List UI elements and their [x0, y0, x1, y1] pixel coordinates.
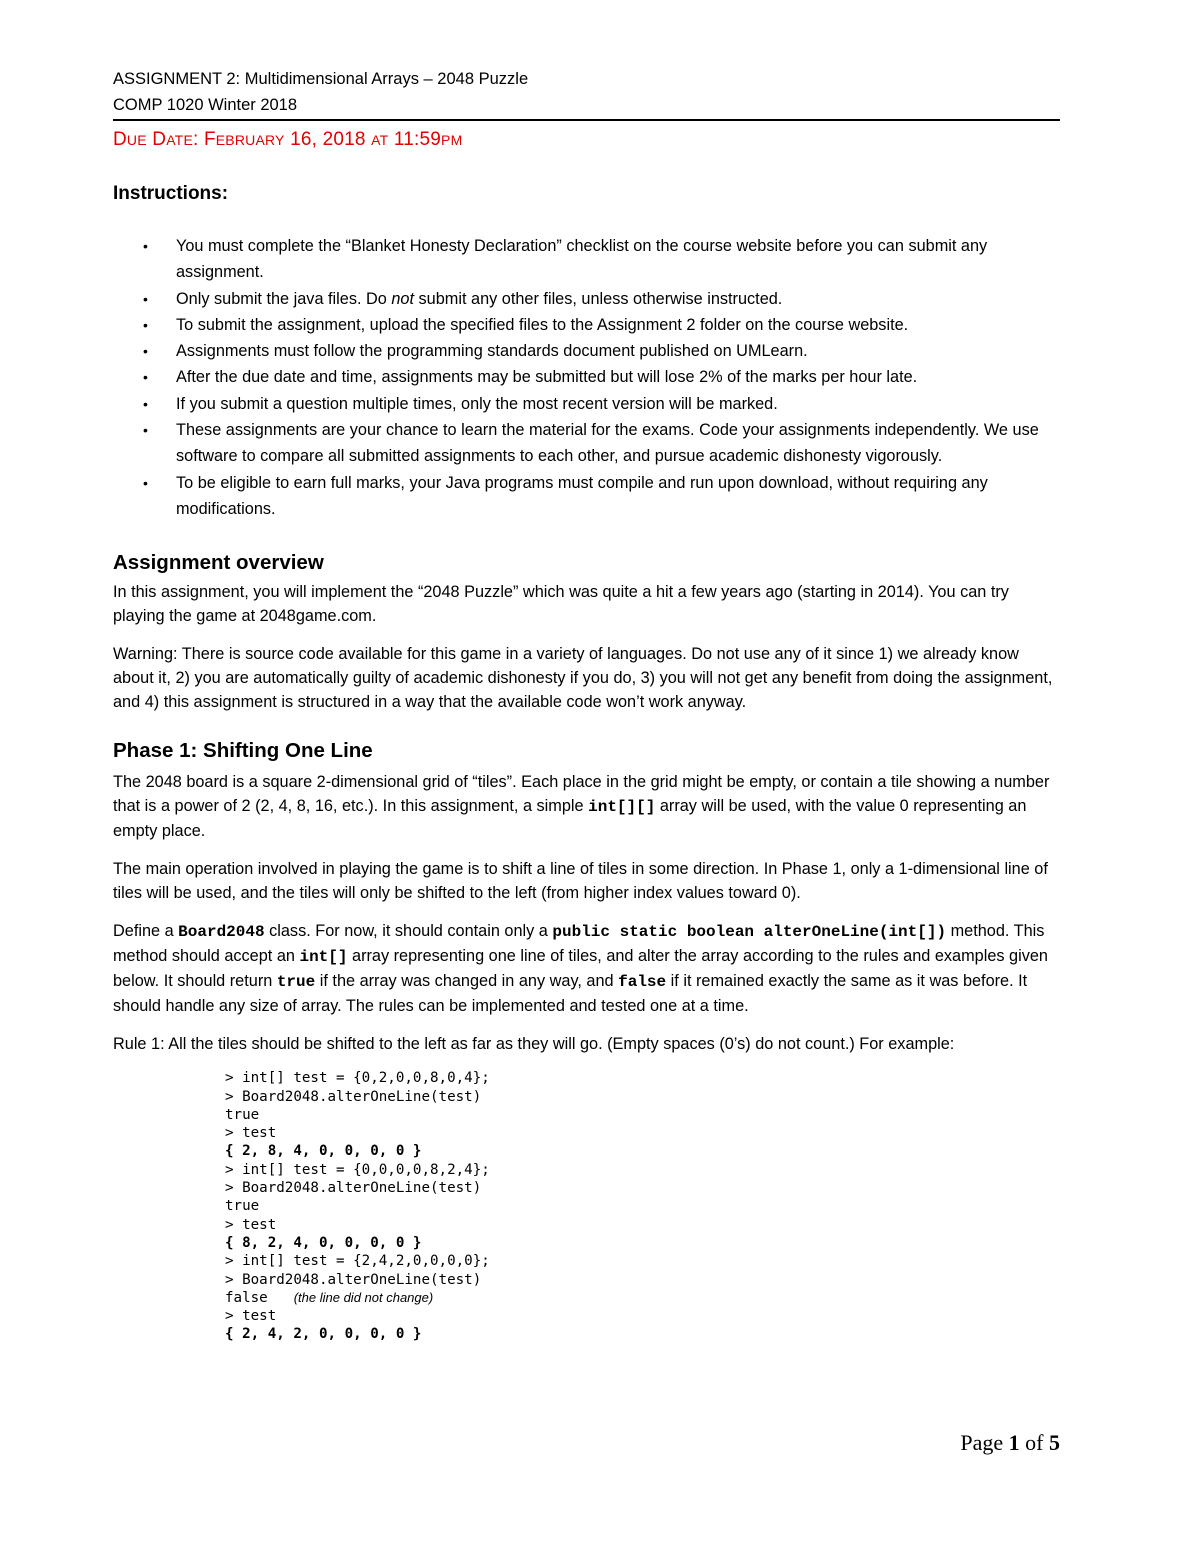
code-line: > Board2048.alterOneLine(test) — [225, 1088, 482, 1105]
warning-paragraph: Warning: There is source code available for this game in a variety of languages. Do not use any of it since 1) we already know about it, 2) you are automatically guilty of academic dishonesty if you do, 3) you will not get any benefit from doing the assignment, and 4) this assignment is structured in a way that the available code won’t work anyway. — [113, 645, 1053, 712]
bullet-icon: • — [143, 422, 148, 439]
instructions-list — [113, 233, 1060, 522]
overview-paragraph: In this assignment, you will implement the “2048 Puzzle” which was quite a hit a few years ago (starting in 2014). You can try playing the game at 2048game.com. — [113, 583, 1009, 626]
code-line: > int[] test = {2,4,2,0,0,0,0}; — [225, 1253, 490, 1270]
page-content — [113, 66, 1060, 1344]
bullet-icon: • — [143, 369, 148, 386]
list-item: • To be eligible to earn full marks, your Java programs must compile and run upon download, without requiring any modifications. — [113, 470, 1060, 523]
list-item: • Assignments must follow the programming standards document published on UMLearn. — [113, 338, 1060, 364]
code-example — [225, 1069, 1060, 1343]
phase1-paragraph-2: The main operation involved in playing the game is to shift a line of tiles in some direction. In Phase 1, only a 1-dimensional line of tiles will be used, and the tiles will only be shifted to the left (from higher index values toward 0). — [113, 860, 1048, 903]
code-line: true — [225, 1106, 260, 1123]
code-line: > test — [225, 1216, 277, 1233]
code-line: > Board2048.alterOneLine(test) — [225, 1271, 482, 1288]
list-item: • You must complete the “Blanket Honesty Declaration” checklist on the course website before you can submit any assignment. — [113, 233, 1060, 286]
header-title: ASSIGNMENT 2: Multidimensional Arrays – 2048 Puzzle — [113, 70, 529, 88]
phase1-paragraph-3: Define a Board2048 class. For now, it should contain only a public static boolean alterOneLine(int[]) method. This method should accept an int[] array representing one line of tiles, and alter the array according to the rules and examples given below. It should return true if the array was changed in any way, and false if it remained exactly the same as it was before. It should handle any size of array. The rules can be implemented and tested one at a time. — [113, 922, 1048, 1016]
code-line: { 2, 8, 4, 0, 0, 0, 0 } — [225, 1143, 422, 1160]
bullet-icon: • — [143, 238, 148, 254]
header-rule — [113, 119, 1060, 121]
bullet-icon: • — [143, 395, 148, 412]
phase1-paragraph-1: The 2048 board is a square 2-dimensional grid of “tiles”. Each place in the grid might be empty, or contain a tile showing a number that is a power of 2 (2, 4, 8, 16, etc.). In this assignment, a simple int[][] array will be used, with the value 0 representing an empty place. — [113, 773, 1050, 841]
code-line: { 8, 2, 4, 0, 0, 0, 0 } — [225, 1234, 422, 1251]
code-line: true — [225, 1198, 260, 1215]
bullet-icon: • — [143, 474, 148, 491]
code-line: > test — [225, 1308, 277, 1325]
phase1-heading: Phase 1: Shifting One Line — [113, 739, 373, 763]
due-date: DUE DATE: FEBRUARY 16, 2018 AT 11:59PM — [113, 129, 463, 150]
list-item: • After the due date and time, assignments may be submitted but will lose 2% of the marks per hour late. — [113, 364, 1060, 390]
list-item: • Only submit the java files. Do not submit any other files, unless otherwise instructed. — [113, 286, 1060, 312]
header-course: COMP 1020 Winter 2018 — [113, 96, 298, 114]
code-note: (the line did not change) — [293, 1289, 434, 1305]
bullet-icon: • — [143, 343, 148, 360]
rule1-paragraph: Rule 1: All the tiles should be shifted to the left as far as they will go. (Empty spaces (0’s) do not count.) For example: — [113, 1035, 955, 1054]
list-item: • To submit the assignment, upload the specified files to the Assignment 2 folder on the course website. — [113, 312, 1060, 338]
page-number: Page 1 of 5 — [960, 1430, 1060, 1455]
code-line: > test — [225, 1125, 277, 1142]
overview-heading: Assignment overview — [113, 551, 324, 575]
list-item: • These assignments are your chance to learn the material for the exams. Code your assignments independently. We use software to compare all submitted assignments to each other, and pursue academic dishonesty vigorously. — [113, 417, 1060, 470]
code-line: > int[] test = {0,2,0,0,8,0,4}; — [225, 1070, 490, 1087]
code-line: false (the line did not change) — [225, 1289, 434, 1306]
code-line: > Board2048.alterOneLine(test) — [225, 1180, 482, 1197]
list-item: • If you submit a question multiple times, only the most recent version will be marked. — [113, 391, 1060, 417]
code-line: > int[] test = {0,0,0,0,8,2,4}; — [225, 1161, 490, 1178]
bullet-icon: • — [143, 316, 148, 333]
code-line: { 2, 4, 2, 0, 0, 0, 0 } — [225, 1326, 422, 1343]
instructions-heading: Instructions: — [113, 183, 229, 204]
bullet-icon: • — [143, 290, 148, 307]
